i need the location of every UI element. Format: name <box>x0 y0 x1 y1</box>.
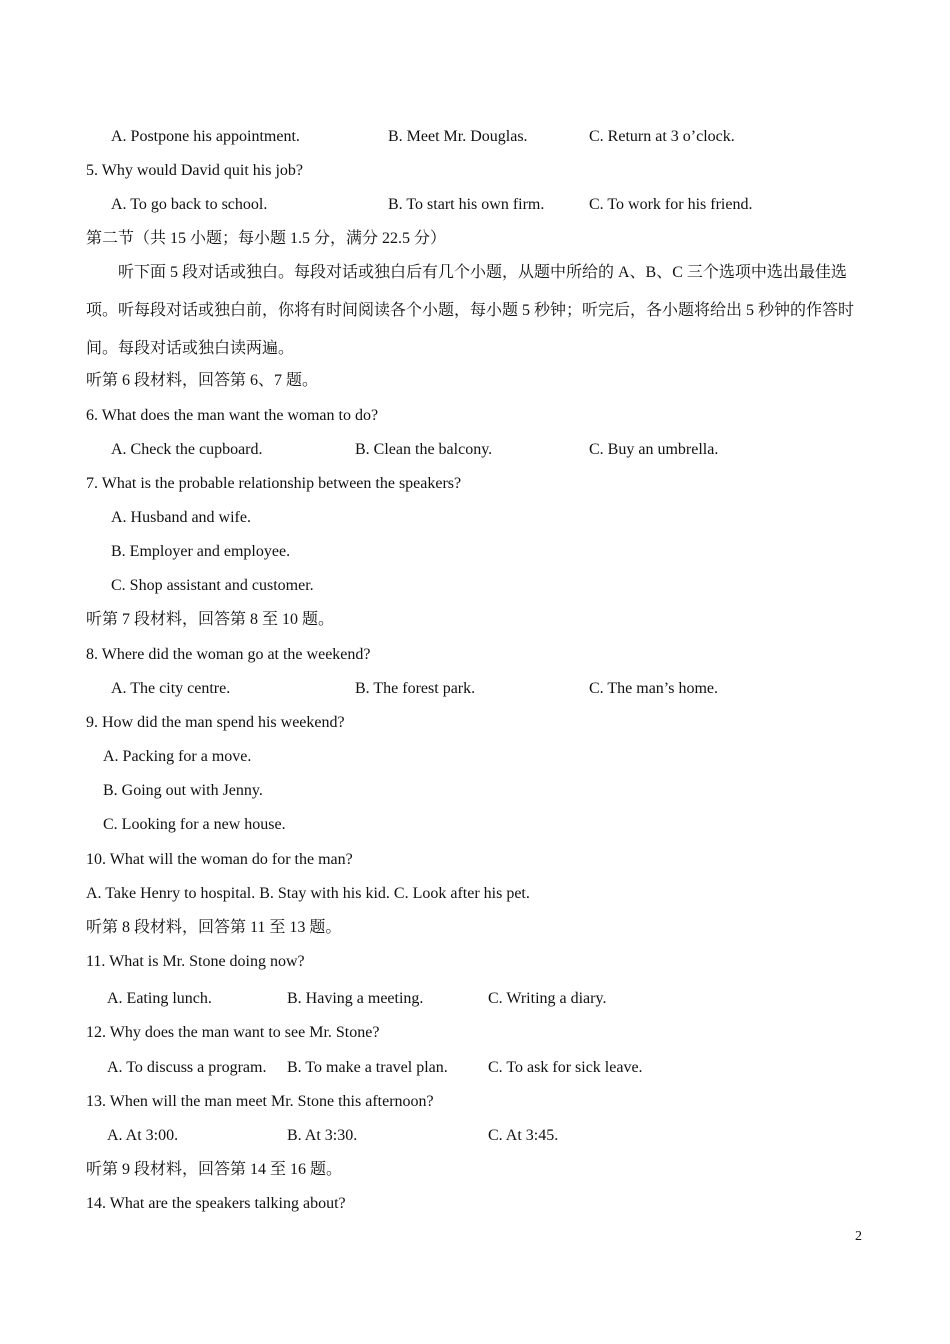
instruction-line-2: 项。听每段对话或独白前，你将有时间阅读各个小题，每小题 5 秒钟；听完后，各小题将给出 5 秒钟的作答时 <box>86 302 855 319</box>
q5-option-c: C. To work for his friend. <box>589 196 753 213</box>
question-11: 11. What is Mr. Stone doing now? <box>86 953 305 970</box>
q8-option-a: A. The city centre. <box>111 680 231 697</box>
q8-option-b: B. The forest park. <box>355 680 476 697</box>
section2-heading: 第二节（共 15 小题；每小题 1.5 分，满分 22.5 分） <box>86 230 447 247</box>
q12-option-a: A. To discuss a program. <box>107 1059 267 1076</box>
q5-option-a: A. To go back to school. <box>111 196 268 213</box>
question-8: 8. Where did the woman go at the weekend? <box>86 646 371 663</box>
q9-option-b: B. Going out with Jenny. <box>103 782 263 799</box>
question-10: 10. What will the woman do for the man? <box>86 851 353 868</box>
q6-option-c: C. Buy an umbrella. <box>589 441 719 458</box>
segment-7-heading: 听第 7 段材料，回答第 8 至 10 题。 <box>86 611 335 628</box>
question-9: 9. How did the man spend his weekend? <box>86 714 345 731</box>
question-6: 6. What does the man want the woman to do? <box>86 407 379 424</box>
question-12: 12. Why does the man want to see Mr. Stone? <box>86 1024 380 1041</box>
segment-6-heading: 听第 6 段材料，回答第 6、7 题。 <box>86 372 319 389</box>
q7-option-c: C. Shop assistant and customer. <box>111 577 314 594</box>
q13-option-c: C. At 3:45. <box>488 1127 559 1144</box>
q4-option-b: B. Meet Mr. Douglas. <box>388 128 528 145</box>
q4-option-c: C. Return at 3 o’clock. <box>589 128 735 145</box>
q4-option-a: A. Postpone his appointment. <box>111 128 300 145</box>
instruction-line-1: 听下面 5 段对话或独白。每段对话或独白后有几个小题，从题中所给的 A、B、C 三个选项中选出最佳选 <box>118 264 847 281</box>
segment-9-heading: 听第 9 段材料，回答第 14 至 16 题。 <box>86 1161 343 1178</box>
q9-option-a: A. Packing for a move. <box>103 748 252 765</box>
q11-option-c: C. Writing a diary. <box>488 990 607 1007</box>
segment-8-heading: 听第 8 段材料，回答第 11 至 13 题。 <box>86 919 342 936</box>
q6-option-a: A. Check the cupboard. <box>111 441 263 458</box>
q12-option-b: B. To make a travel plan. <box>287 1059 448 1076</box>
q11-option-b: B. Having a meeting. <box>287 990 424 1007</box>
q6-option-b: B. Clean the balcony. <box>355 441 493 458</box>
q9-option-c: C. Looking for a new house. <box>103 816 286 833</box>
q10-options: A. Take Henry to hospital. B. Stay with his kid. C. Look after his pet. <box>86 885 530 902</box>
page-number: 2 <box>855 1229 862 1244</box>
q13-option-a: A. At 3:00. <box>107 1127 179 1144</box>
q7-option-a: A. Husband and wife. <box>111 509 251 526</box>
instruction-line-3: 间。每段对话或独白读两遍。 <box>86 340 295 357</box>
q7-option-b: B. Employer and employee. <box>111 543 291 560</box>
q5-option-b: B. To start his own firm. <box>388 196 545 213</box>
q8-option-c: C. The man’s home. <box>589 680 719 697</box>
question-7: 7. What is the probable relationship between the speakers? <box>86 475 462 492</box>
q13-option-b: B. At 3:30. <box>287 1127 358 1144</box>
q11-option-a: A. Eating lunch. <box>107 990 212 1007</box>
question-5: 5. Why would David quit his job? <box>86 162 304 179</box>
question-13: 13. When will the man meet Mr. Stone this afternoon? <box>86 1093 434 1110</box>
q12-option-c: C. To ask for sick leave. <box>488 1059 643 1076</box>
question-14: 14. What are the speakers talking about? <box>86 1195 346 1212</box>
